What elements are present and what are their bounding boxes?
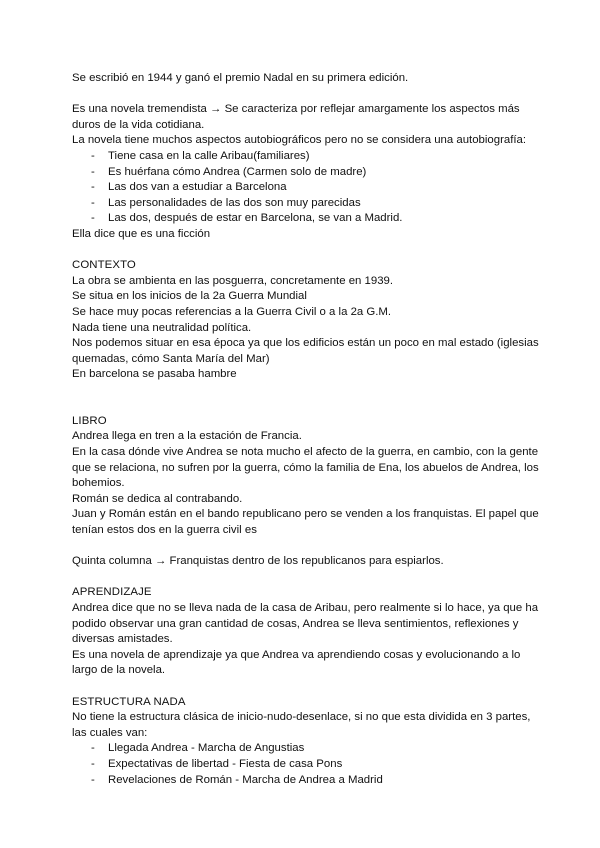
list-item: - Expectativas de libertad - Fiesta de casa Pons: [72, 757, 544, 773]
estructura-heading: ESTRUCTURA NADA: [72, 695, 186, 708]
list-item: - Las personalidades de las dos son muy parecidas: [72, 196, 544, 212]
contexto-line: Nos podemos situar en esa época ya que los edificios están un poco en mal estado (iglesias quemadas, cómo Santa María del Mar): [72, 337, 539, 365]
list-item: - Tiene casa en la calle Aribau(familiares): [72, 149, 544, 165]
libro-line: Román se dedica al contrabando.: [72, 492, 243, 505]
list-item: - Revelaciones de Román - Marcha de Andrea a Madrid: [72, 773, 544, 789]
contexto-line: Se hace muy pocas referencias a la Guerra Civil o a la 2a G.M.: [72, 305, 392, 318]
quinta-columna-line: Quinta columna → Franquistas dentro de los republicanos para espiarlos.: [72, 555, 444, 568]
estructura-intro: No tiene la estructura clásica de inicio-nudo-desenlace, si no que esta dividida en 3 partes, las cuales van:: [72, 711, 531, 739]
estructura-list: [72, 741, 544, 788]
libro-line: En la casa dónde vive Andrea se nota mucho el afecto de la guerra, en cambio, con la gente que se relaciona, no sufren por la guerra, cómo la familia de Ena, los abuelos de Andrea, los bohemios.: [72, 446, 539, 490]
list-item: - Es huérfana cómo Andrea (Carmen solo de madre): [72, 165, 544, 181]
document-page: [72, 71, 544, 788]
autobio-list: [72, 149, 544, 227]
tremendista-paragraph: Es una novela tremendista → Se caracteriza por reflejar amargamente los aspectos más duros de la vida cotidiana.: [72, 103, 520, 131]
list-item: - Las dos, después de estar en Barcelona, se van a Madrid.: [72, 211, 544, 227]
contexto-line: Se situa en los inicios de la 2a Guerra Mundial: [72, 290, 307, 303]
libro-heading: LIBRO: [72, 414, 107, 427]
aprendizaje-line: Es una novela de aprendizaje ya que Andrea va aprendiendo cosas y evolucionando a lo largo de la novela.: [72, 648, 521, 677]
list-item: - Llegada Andrea - Marcha de Angustias: [72, 741, 544, 757]
autobio-paragraph: La novela tiene muchos aspectos autobiográficos pero no se considera una autobiografía:: [72, 134, 527, 147]
contexto-line: Nada tiene una neutralidad política.: [72, 321, 252, 334]
aprendizaje-line: Andrea dice que no se lleva nada de la casa de Aribau, pero realmente si lo hace, ya que ha podido observar una gran cantidad de cosas, Andrea se lleva sentimientos, reflexiones y diversas amistades.: [72, 602, 539, 646]
list-item: - Las dos van a estudiar a Barcelona: [72, 180, 544, 196]
fiction-line: Ella dice que es una ficción: [72, 227, 211, 240]
libro-line: Andrea llega en tren a la estación de Francia.: [72, 430, 302, 443]
contexto-heading: CONTEXTO: [72, 259, 136, 272]
libro-line: Juan y Román están en el bando republicano pero se venden a los franquistas. El papel que tenían estos dos en la guerra civil es: [72, 508, 539, 537]
intro-line: Se escribió en 1944 y ganó el premio Nadal en su primera edición.: [72, 72, 409, 84]
contexto-line: En barcelona se pasaba hambre: [72, 368, 237, 381]
contexto-line: La obra se ambienta en las posguerra, concretamente en 1939.: [72, 274, 394, 287]
aprendizaje-heading: APRENDIZAJE: [72, 586, 152, 599]
